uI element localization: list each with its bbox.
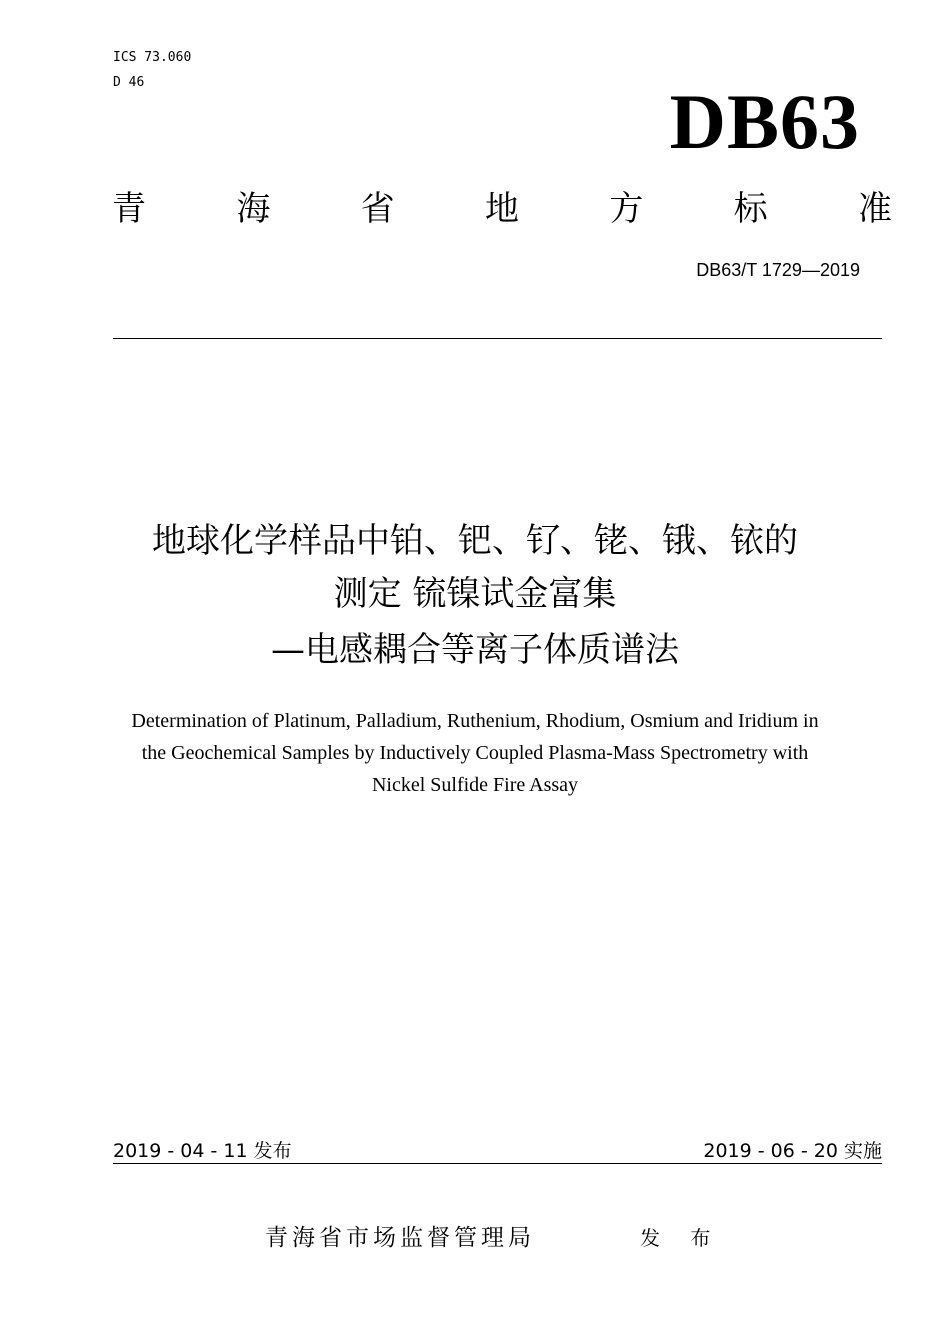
ics-code: ICS 73.060 [113, 50, 192, 65]
standard-type-char: 省 [360, 189, 395, 229]
cn-title-line-2: 测定 锍镍试金富集 [333, 574, 617, 614]
standard-type-char: 地 [484, 189, 519, 229]
bottom-divider [113, 1163, 882, 1164]
standard-number: DB63/T 1729—2019 [696, 260, 860, 280]
standard-type-char: 标 [733, 189, 768, 229]
publish-date: 2019 - 04 - 11 发布 [113, 1140, 292, 1162]
classification-code: D 46 [113, 75, 145, 90]
standard-type [112, 186, 892, 232]
db-code-logo: DB63 [669, 78, 860, 165]
en-title-line-1: Determination of Platinum, Palladium, Ruthenium, Rhodium, Osmium and Iridium in [131, 710, 819, 732]
standard-type-char: 海 [236, 189, 271, 229]
standard-type-char: 青 [112, 189, 146, 229]
cn-title-line-1: 地球化学样品中铂、钯、钌、铑、锇、铱的 [152, 521, 798, 561]
standard-type-char: 方 [609, 189, 644, 229]
standard-type-char: 准 [857, 189, 892, 229]
en-title-line-2: the Geochemical Samples by Inductively Coupled Plasma-Mass Spectrometry with [141, 742, 809, 764]
cn-title-line-3: —电感耦合等离子体质谱法 [271, 630, 679, 670]
issue-label: 发 布 [640, 1226, 723, 1250]
en-title [75, 705, 875, 801]
issuing-authority: 青海省市场监督管理局 [265, 1225, 535, 1251]
en-title-line-3: Nickel Sulfide Fire Assay [371, 774, 579, 796]
implement-date: 2019 - 06 - 20 实施 [703, 1140, 882, 1162]
top-divider [113, 338, 882, 339]
